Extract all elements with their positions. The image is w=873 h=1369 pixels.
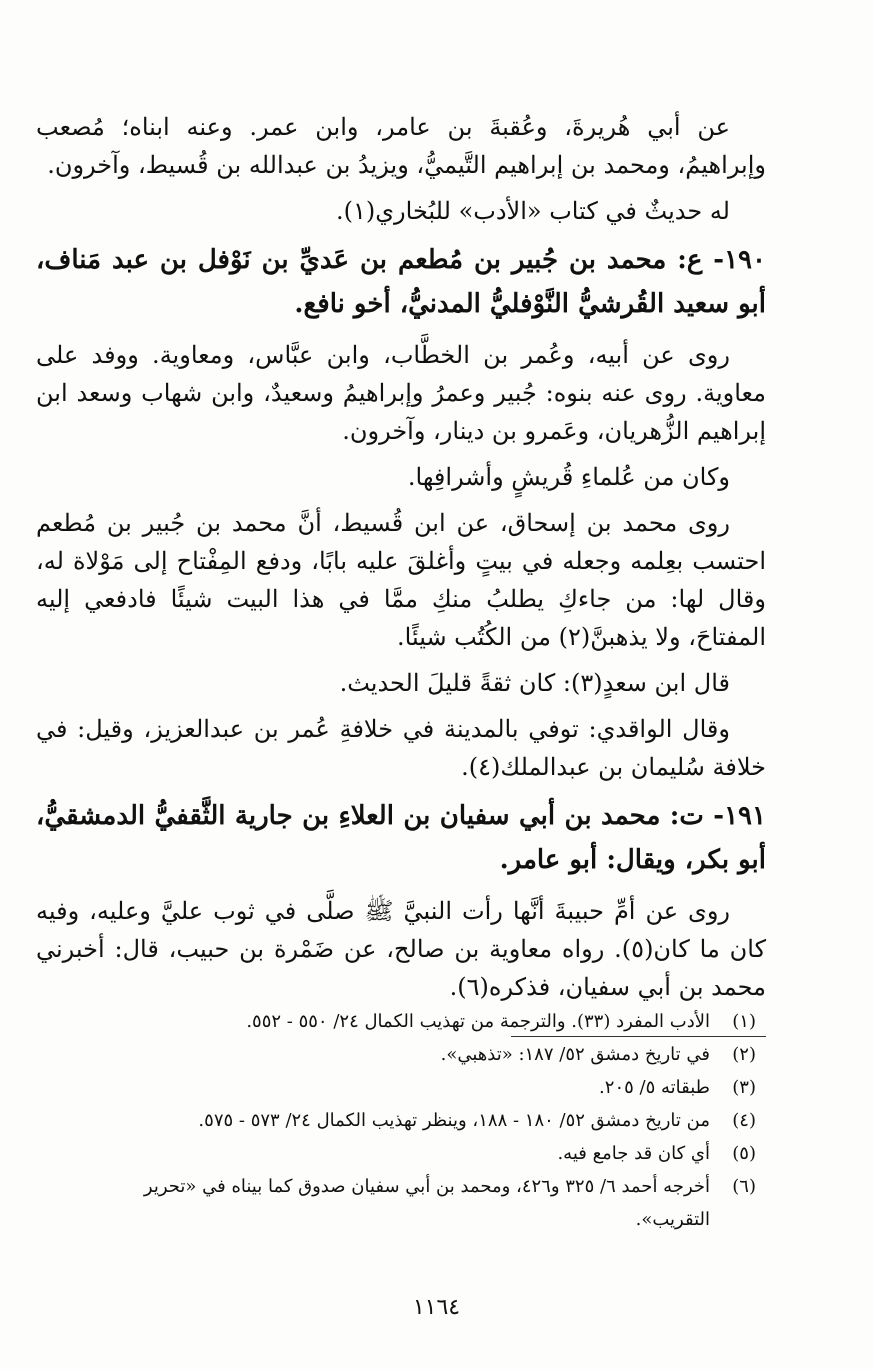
footnote-number: (٤) <box>732 1110 756 1131</box>
footnote-number: (٦) <box>732 1176 756 1197</box>
entry-190-paragraph: قال ابن سعدٍ(٣): كان ثقةً قليلَ الحديث. <box>339 669 730 697</box>
footnote-text: في تاريخ دمشق ٥٢/ ١٨٧: «تذهبي». <box>440 1044 710 1065</box>
footnote-text: الأدب المفرد (٣٣). والترجمة من تهذيب الكمال ٢٤/ ٥٥٠ - ٥٥٢. <box>246 1011 710 1032</box>
footnote-number: (٣) <box>732 1077 756 1098</box>
page-number: ١١٦٤ <box>412 1295 461 1320</box>
footnote <box>110 1170 756 1236</box>
entry-191-paragraph: روى عن أمِّ حبيبةَ أنَّها رأت النبيَّ ﷺ صلَّى في ثوب عليَّ وعليه، وفيه كان ما كان(٥). رواه معاوية بن صالح، عن ضَمْرة بن حبيب، قال: أخبرني محمد بن أبي سفيان، فذكره(٦). <box>36 897 767 1001</box>
entry-190-paragraph: وقال الواقدي: توفي بالمدينة في خلافةِ عُمر بن عبدالعزيز، وقيل: في خلافة سُليمان بن عبدالملك(٤). <box>36 715 766 781</box>
entry-190-paragraph: روى محمد بن إسحاق، عن ابن قُسيط، أنَّ محمد بن جُبير بن مُطعم احتسب بعِلمه وجعله في بيتٍ وأغلقَ عليه بابًا، ودفع المِفْتاح إلى مَوْلاة له، وقال لها: من جاءكِ يطلبُ منكِ ممَّا في هذا البيت شيئًا فادفعي إليه المفتاحَ، ولا يذهبنَّ(٢) من الكُتُب شيئًا. <box>36 509 766 651</box>
footnote-number: (١) <box>732 1011 756 1032</box>
paragraph-hadith-note: له حديثٌ في كتاب «الأدب» للبُخاري(١). <box>336 197 730 225</box>
footnote <box>110 1005 756 1038</box>
footnote <box>110 1038 756 1071</box>
footnote-text: أخرجه أحمد ٦/ ٣٢٥ و٤٢٦، ومحمد بن أبي سفيان صدوق كما بيناه في «تحرير التقريب». <box>143 1176 710 1230</box>
page-body <box>36 108 766 1053</box>
footnote-text: طبقاته ٥/ ٢٠٥. <box>599 1077 710 1098</box>
paragraph-continued: عن أبي هُريرةَ، وعُقبةَ بن عامر، وابن عمر. وعنه ابناه؛ مُصعب وإبراهيمُ، ومحمد بن إبراهيم التَّيميُّ، ويزيدُ بن عبدالله بن قُسيط، وآخرون. <box>36 113 766 179</box>
footnote-number: (٥) <box>732 1143 756 1164</box>
footnotes <box>110 1005 756 1236</box>
footnote-number: (٢) <box>732 1044 756 1065</box>
footnote-text: أي كان قد جامع فيه. <box>557 1143 710 1164</box>
footnote-text: من تاريخ دمشق ٥٢/ ١٨٠ - ١٨٨، وينظر تهذيب الكمال ٢٤/ ٥٧٣ - ٥٧٥. <box>198 1110 710 1131</box>
entry-191-title: ١٩١- ت: محمد بن أبي سفيان بن العلاءِ بن جارية الثَّقفيُّ الدمشقيُّ، أبو بكر، ويقال: أبو عامر. <box>36 801 766 875</box>
entry-190-title: ١٩٠- ع: محمد بن جُبير بن مُطعم بن عَديِّ بن نَوْفل بن عبد مَناف، أبو سعيد القُرشيُّ النَّوْفليُّ المدنيُّ، أخو نافع. <box>36 245 766 319</box>
entry-190-paragraph: وكان من عُلماءِ قُريشٍ وأشرافِها. <box>407 463 730 491</box>
entry-190-paragraph: روى عن أبيه، وعُمر بن الخطَّاب، وابن عبَّاس، ومعاوية. ووفد على معاوية. روى عنه بنوه: جُبير وعمرُ وإبراهيمُ وسعيدٌ، وابن شهاب وسعد ابن إبراهيم الزُّهريان، وعَمرو بن دينار، وآخرون. <box>36 341 766 445</box>
footnote <box>110 1137 756 1170</box>
footnote <box>110 1104 756 1137</box>
footnote <box>110 1071 756 1104</box>
